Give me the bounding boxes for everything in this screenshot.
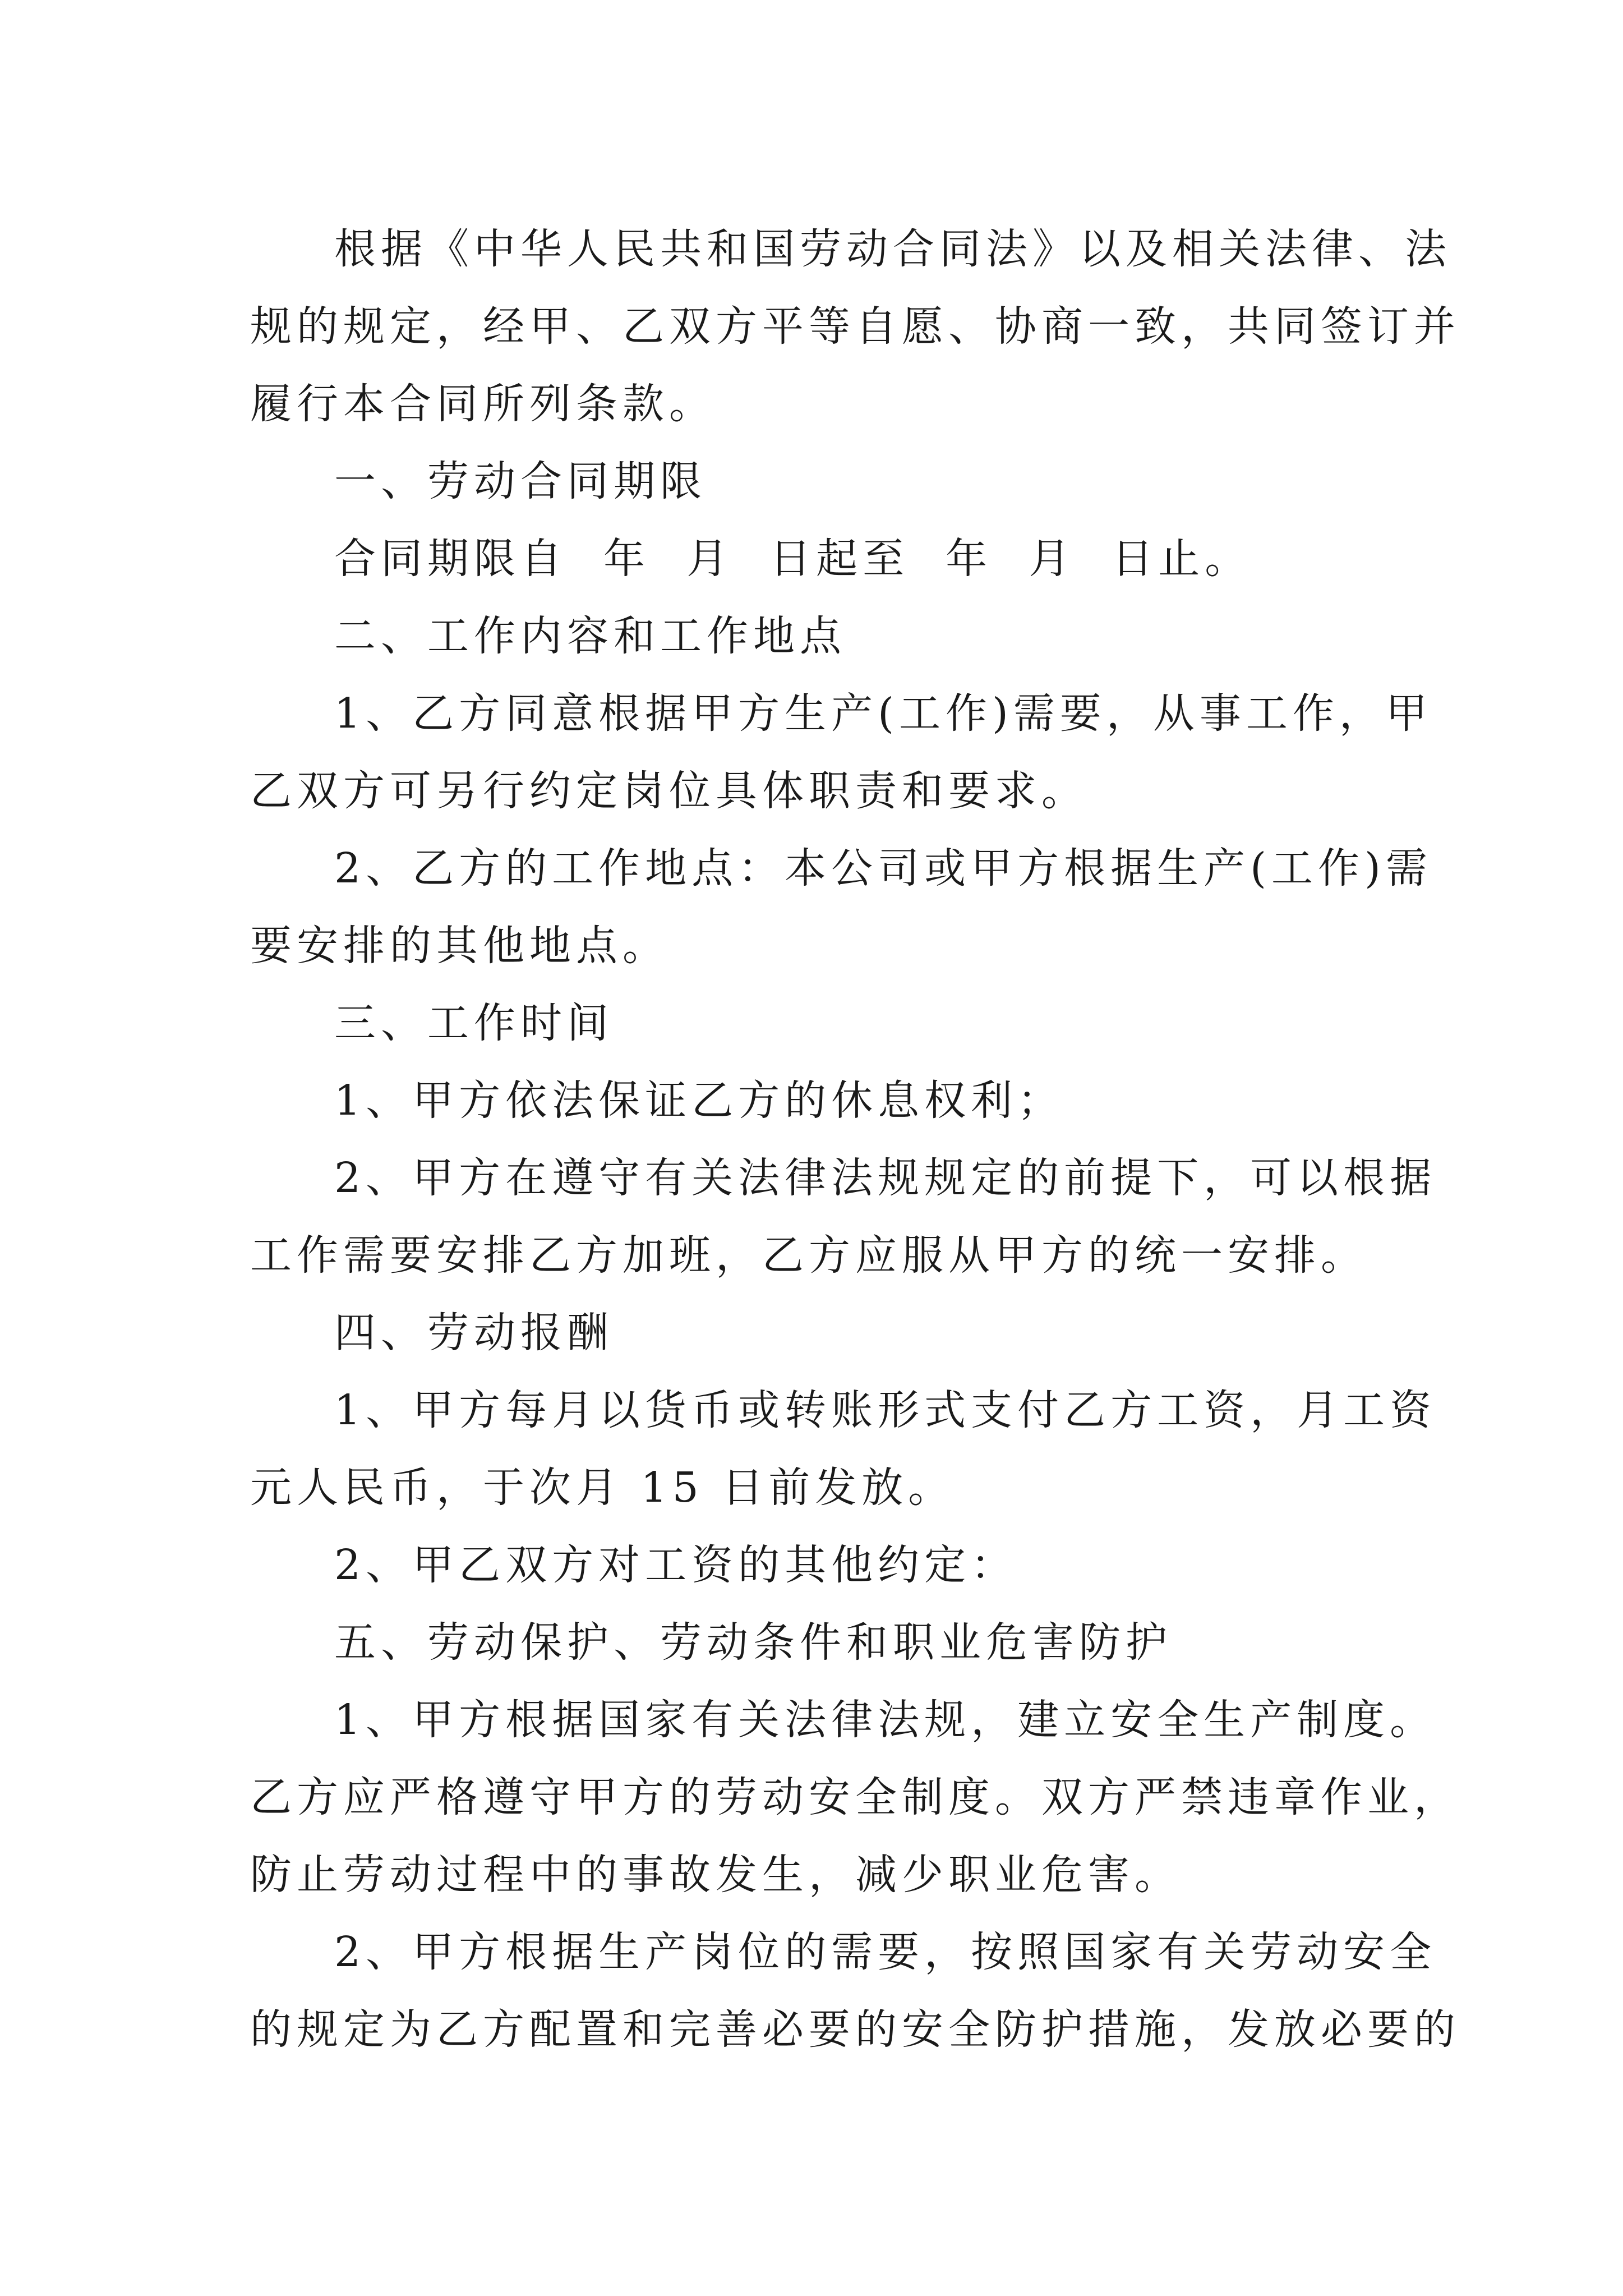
- section-heading-protection: [250, 1604, 1389, 1681]
- text-line: 1、甲方依法保证乙方的休息权利；: [334, 1076, 1064, 1125]
- paragraph-work-time-2: [250, 1139, 1437, 1294]
- text-line: 防止劳动过程中的事故发生，减少职业危害。: [250, 1851, 1181, 1899]
- paragraph-term-period: [250, 520, 1389, 597]
- text-line: 2、乙方的工作地点：本公司或甲方根据生产(工作)需: [334, 844, 1432, 892]
- section-heading-term: [250, 443, 1389, 520]
- text-line: 2、甲方在遵守有关法律法规规定的前提下，可以根据: [334, 1154, 1437, 1202]
- text-line: 1、甲方每月以货币或转账形式支付乙方工资，月工资: [334, 1386, 1437, 1434]
- text-line: 元人民币，于次月 15 日前发放。: [250, 1464, 955, 1512]
- text-line: 五、劳动保护、劳动条件和职业危害防护: [334, 1618, 1172, 1667]
- text-line: 二、工作内容和工作地点: [334, 612, 846, 660]
- text-line: 一、劳动合同期限: [334, 457, 707, 505]
- text-line: 乙方应严格遵守甲方的劳动安全制度。双方严禁违章作业，: [250, 1773, 1460, 1821]
- contract-body: [250, 210, 1460, 2068]
- paragraph-protection-2: [250, 1913, 1460, 2068]
- text-line: 要安排的其他地点。: [250, 922, 669, 970]
- paragraph-pay-2: [250, 1526, 1389, 1604]
- text-line: 合同期限自 年 月 日起至 年 月 日止。: [334, 535, 1252, 583]
- paragraph-work-time-1: [250, 1062, 1389, 1139]
- paragraph-protection-1: [250, 1681, 1460, 1913]
- text-line: 2、甲方根据生产岗位的需要，按照国家有关劳动安全: [334, 1928, 1437, 1976]
- section-heading-work-content: [250, 597, 1389, 675]
- text-line: 履行本合同所列条款。: [250, 380, 716, 428]
- section-heading-work-time: [250, 984, 1389, 1062]
- paragraph-preamble: [250, 210, 1460, 443]
- text-line: 乙双方可另行约定岗位具体职责和要求。: [250, 767, 1088, 815]
- text-line: 四、劳动报酬: [334, 1309, 614, 1357]
- paragraph-work-content-1: [250, 675, 1432, 830]
- text-line: 1、甲方根据国家有关法律法规，建立安全生产制度。: [334, 1696, 1437, 1744]
- text-line: 工作需要安排乙方加班，乙方应服从甲方的统一安排。: [250, 1231, 1367, 1280]
- paragraph-pay-1: [250, 1372, 1437, 1526]
- paragraph-work-content-2: [250, 830, 1432, 984]
- text-line: 的规定为乙方配置和完善必要的安全防护措施，发放必要的: [250, 2005, 1460, 2054]
- text-line: 1、乙方同意根据甲方生产(工作)需要，从事工作，甲: [334, 689, 1432, 738]
- text-line: 根据《中华人民共和国劳动合同法》以及相关法律、法: [334, 225, 1451, 273]
- text-line: 规的规定，经甲、乙双方平等自愿、协商一致，共同签订并: [250, 302, 1460, 351]
- text-line: 三、工作时间: [334, 999, 614, 1047]
- text-line: 2、甲乙双方对工资的其他约定：: [334, 1541, 1018, 1589]
- section-heading-pay: [250, 1294, 1389, 1372]
